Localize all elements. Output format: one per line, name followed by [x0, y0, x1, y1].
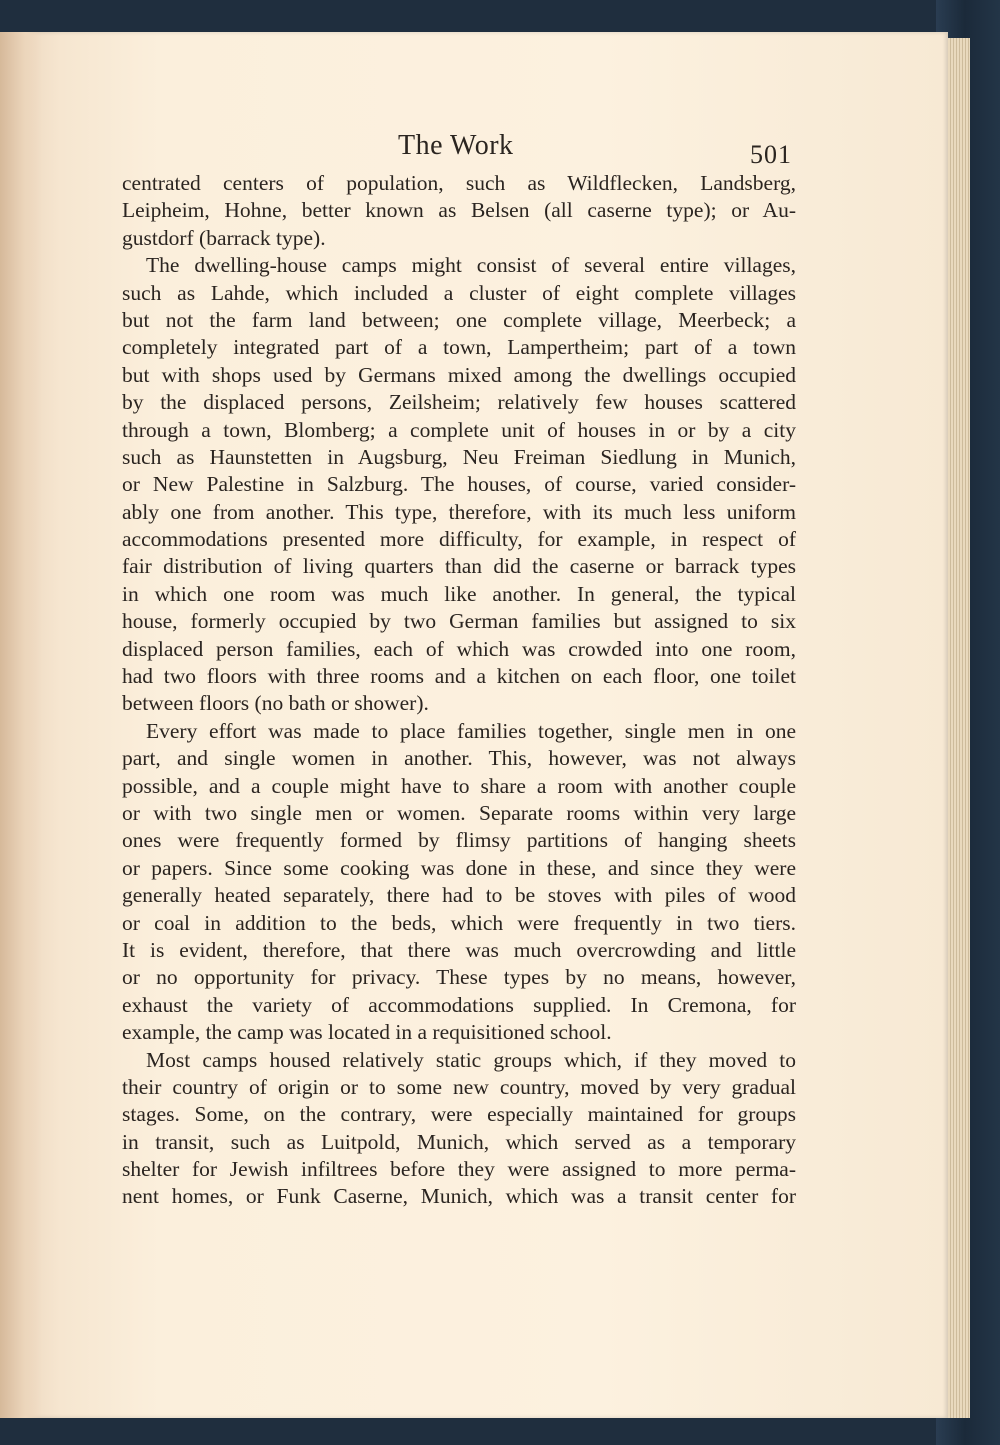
text-line: ably one from another. This type, therefore, with its much less uniform: [122, 499, 796, 524]
text-line: ones were frequently formed by flimsy partitions of hanging sheets: [122, 828, 796, 853]
text-line: had two floors with three rooms and a kitchen on each floor, one toilet: [122, 664, 796, 689]
text-line: or New Palestine in Salzburg. The houses, of course, varied consider-: [122, 472, 796, 497]
binding-gutter: [0, 32, 42, 1418]
paragraph: [122, 1047, 796, 1211]
text-line: exhaust the variety of accommodations supplied. In Cremona, for: [122, 992, 796, 1017]
paragraph: [122, 170, 796, 252]
text-line: their country of origin or to some new country, moved by very gradual: [122, 1074, 796, 1099]
text-line: or coal in addition to the beds, which were frequently in two tiers.: [122, 910, 796, 935]
text-line: between floors (no bath or shower).: [122, 691, 429, 716]
text-line: Leipheim, Hohne, better known as Belsen (all caserne type); or Au-: [122, 198, 796, 223]
page-number: 501: [750, 140, 792, 169]
running-head: [120, 130, 800, 170]
text-line: It is evident, therefore, that there was much overcrowding and little: [122, 937, 796, 962]
text-line: in transit, such as Luitpold, Munich, which served as a temporary: [122, 1129, 796, 1154]
text-line: accommodations presented more difficulty, for example, in respect of: [122, 527, 796, 552]
text-line: displaced person families, each of which was crowded into one room,: [122, 636, 796, 661]
text-line: nent homes, or Funk Caserne, Munich, which was a transit center for: [122, 1184, 796, 1209]
text-line: completely integrated part of a town, Lampertheim; part of a town: [122, 335, 796, 360]
text-line: such as Lahde, which included a cluster of eight complete villages: [122, 280, 796, 305]
text-line: or papers. Since some cooking was done in these, and since they were: [122, 855, 796, 880]
text-line: The dwelling-house camps might consist of several entire villages,: [146, 253, 796, 278]
text-line: by the displaced persons, Zeilsheim; relatively few houses scattered: [122, 390, 796, 415]
text-line: in which one room was much like another. In general, the typical: [122, 581, 796, 606]
text-line: such as Haunstetten in Augsburg, Neu Freiman Siedlung in Munich,: [122, 444, 796, 469]
text-line: through a town, Blomberg; a complete unit of houses in or by a city: [122, 417, 796, 442]
text-line: centrated centers of population, such as Wildflecken, Landsberg,: [122, 171, 796, 195]
text-line: or no opportunity for privacy. These types by no means, however,: [122, 965, 796, 990]
text-line: fair distribution of living quarters than did the caserne or barrack types: [122, 554, 796, 579]
text-line: Every effort was made to place families together, single men in one: [146, 718, 796, 743]
text-line: Most camps housed relatively static groups which, if they moved to: [146, 1047, 796, 1072]
page-edges: [948, 38, 970, 1418]
paragraph: [122, 718, 796, 1047]
text-line: example, the camp was located in a requisitioned school.: [122, 1020, 612, 1045]
text-line: part, and single women in another. This, however, was not always: [122, 746, 796, 771]
running-head-title: The Work: [398, 130, 514, 161]
text-line: but not the farm land between; one complete village, Meerbeck; a: [122, 307, 796, 332]
text-line: generally heated separately, there had to be stoves with piles of wood: [122, 883, 796, 908]
text-line: but with shops used by Germans mixed among the dwellings occupied: [122, 362, 796, 387]
body-text: [122, 170, 796, 1211]
text-line: house, formerly occupied by two German families but assigned to six: [122, 609, 796, 634]
text-line: or with two single men or women. Separate rooms within very large: [122, 800, 796, 825]
text-line: possible, and a couple might have to share a room with another couple: [122, 773, 796, 798]
paragraph: [122, 252, 796, 718]
text-line: shelter for Jewish infiltrees before they were assigned to more perma-: [122, 1157, 796, 1182]
text-line: stages. Some, on the contrary, were especially maintained for groups: [122, 1102, 796, 1127]
text-line: gustdorf (barrack type).: [122, 225, 326, 250]
